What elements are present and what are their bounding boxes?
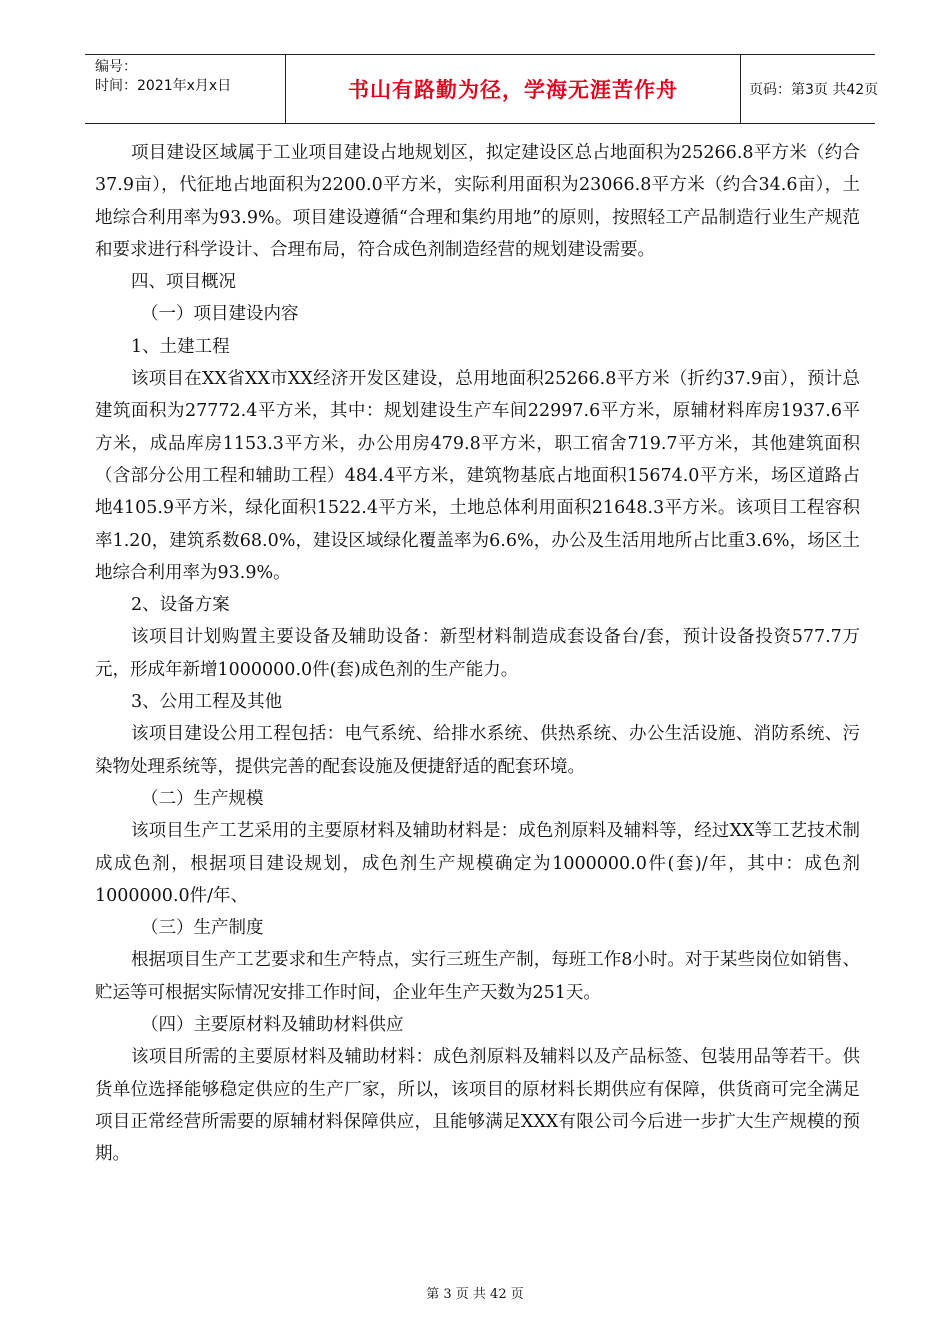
item-heading-public: 3、公用工程及其他 <box>131 692 283 713</box>
paragraph-equipment: 该项目计划购置主要设备及辅助设备：新型材料制造成套设备台/套，预计设备投资577.7万元，形成年新增1000000.0件(套)成色剂的生产能力。 <box>95 627 860 680</box>
item-heading-civil: 1、土建工程 <box>131 336 230 357</box>
document-code: 编号： <box>95 59 137 75</box>
section-heading-overview: 四、项目概况 <box>131 272 236 293</box>
header-motto: 书山有路勤为径，学海无涯苦作舟 <box>285 55 741 123</box>
subsection-heading-scale: （二）生产规模 <box>141 788 264 809</box>
document-time: 时间：2021年x月x日 <box>95 78 232 94</box>
paragraph-land-use: 项目建设区域属于工业项目建设占地规划区，拟定建设区总占地面积为25266.8平方米（约合37.9亩），代征地占地面积为2200.0平方米，实际利用面积为23066.8平方米（约合34.6亩），土地综合利用率为93.9%。项目建设遵循“合理和集约用地”的原则，按照轻工产品制造行业生产规范和要求进行科学设计、合理布局，符合成色剂制造经营的规划建设需要。 <box>95 143 860 260</box>
subsection-heading-construction: （一）项目建设内容 <box>141 304 299 325</box>
paragraph-system: 根据项目生产工艺要求和生产特点，实行三班生产制，每班工作8小时。对于某些岗位如销售、贮运等可根据实际情况安排工作时间，企业年生产天数为251天。 <box>95 950 860 1003</box>
page-header <box>85 54 879 124</box>
document-body <box>95 137 860 1171</box>
item-heading-equipment: 2、设备方案 <box>131 595 230 616</box>
paragraph-public: 该项目建设公用工程包括：电气系统、给排水系统、供热系统、办公生活设施、消防系统、污染物处理系统等，提供完善的配套设施及便捷舒适的配套环境。 <box>95 724 860 777</box>
header-meta <box>95 58 285 118</box>
page-footer: 第 3 页 共 42 页 <box>426 1287 524 1302</box>
subsection-heading-system: （三）生产制度 <box>141 918 264 939</box>
header-page-number: 页码：第3页 共42页 <box>749 82 879 98</box>
paragraph-civil: 该项目在XX省XX市XX经济开发区建设，总用地面积25266.8平方米（折约37.9亩），预计总建筑面积为27772.4平方米，其中：规划建设生产车间22997.6平方米，原辅材料库房1937.6平方米，成品库房1153.3平方米，办公用房479.8平方米，职工宿舍719.7平方米，其他建筑面积（含部分公用工程和辅助工程）484.4平方米，建筑物基底占地面积15674.0平方米，场区道路占地4105.9平方米，绿化面积1522.4平方米，土地总体利用面积21648.3平方米。该项目工程容积率1.20，建筑系数68.0%，建设区域绿化覆盖率为6.6%，办公及生活用地所占比重3.6%，场区土地综合利用率为93.9%。 <box>95 369 860 583</box>
subsection-heading-supply: （四）主要原材料及辅助材料供应 <box>141 1015 404 1036</box>
paragraph-scale: 该项目生产工艺采用的主要原材料及辅助材料是：成色剂原料及辅料等，经过XX等工艺技术制成成色剂，根据项目建设规划，成色剂生产规模确定为1000000.0件(套)/年，其中：成色剂1000000.0件/年、 <box>95 821 860 906</box>
paragraph-supply: 该项目所需的主要原材料及辅助材料：成色剂原料及辅料以及产品标签、包装用品等若干。供货单位选择能够稳定供应的生产厂家，所以，该项目的原材料长期供应有保障，供货商可完全满足项目正常经营所需要的原辅材料保障供应，且能够满足XXX有限公司今后进一步扩大生产规模的预期。 <box>95 1047 860 1165</box>
